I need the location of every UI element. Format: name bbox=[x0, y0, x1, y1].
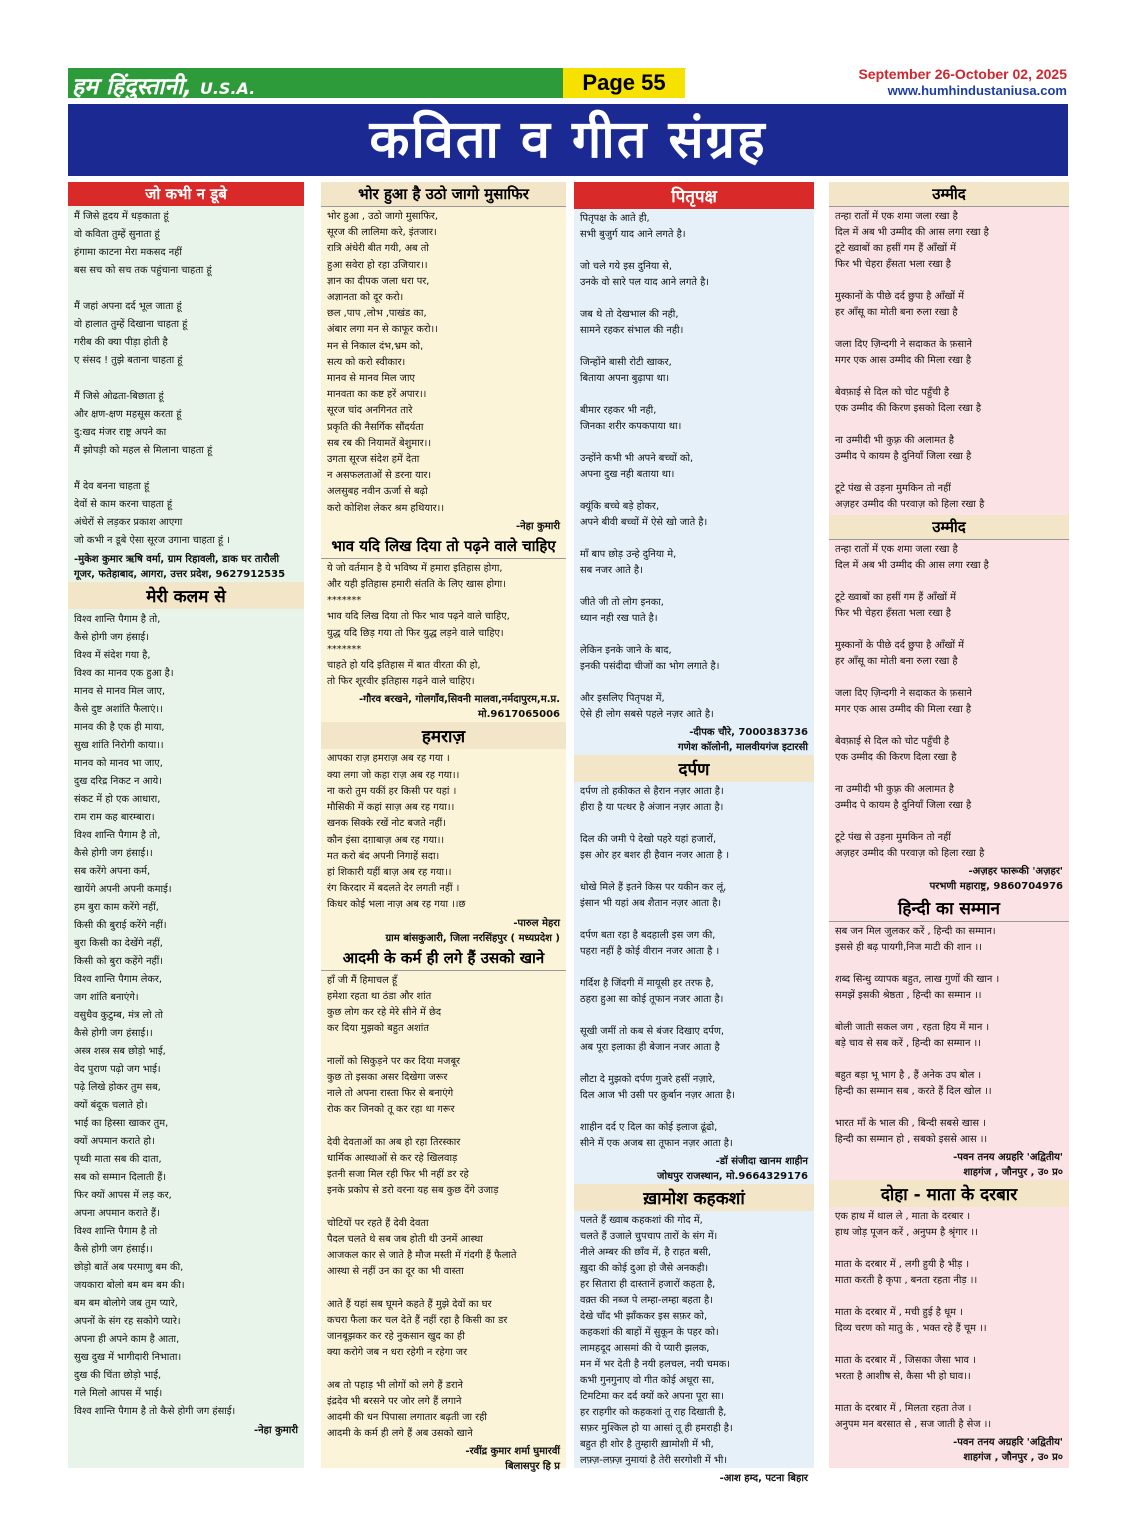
poem-title: भोर हुआ है उठो जागो मुसाफिर bbox=[321, 182, 566, 207]
poem-credit: -मुकेश कुमार ऋषि वर्मा, ग्राम रिहावली, डाक घर तारौली गूजर, फतेहाबाद, आगरा, उत्तर प्रदेश, 9627912535 bbox=[74, 554, 286, 580]
poem-credit: -पवन तनय अग्रहरि 'अद्वितीय' शाहगंज , जौनपुर , उ० प्र० bbox=[953, 1152, 1063, 1178]
issue-date: September 26-October 02, 2025 bbox=[858, 66, 1067, 82]
poem-title: आदमी के कर्म ही लगे हैं उसको खाने bbox=[321, 946, 566, 971]
poem-body: तन्हा रातों में एक शमा जला रखा है दिल में अब भी उम्मीद की आस लगा रखा है टूटे ख्वाबों का हसीं गम हैं आँखों में फिर भी चेहरा हँसता भला रखा है मुस्कानों के पीछे दर्द छुपा है आँखों में हर आँसू का मोती बना रुला रखा है जला दिए ज़िन्दगी ने सदाकत के फ़साने मगर एक आस उम्मीद की मिला रखा है बेवफ़ाई से दिल को चोट पहुँची है एक उम्मीद की किरण इसको दिला रखा है ना उम्मीदी भी कुफ़्र की अलामत है उम्मीद पे कायम है दुनियाँ जिला रखा है टूटे पंख से उड़ना मुमकिन तो नहीं अज़हर उम्मीद की परवाज़ को हिला रखा है bbox=[835, 211, 989, 510]
poem-body: विश्व शान्ति पैगाम है तो, कैसे होगी जग हंसाई। विश्व में संदेश गया है, विश्व का मानव एक हुआ है। मानव से मानव मिल जाए, कैसे दुष्ट अशांति फैलाएं।। मानव की है एक ही माया, सुख शांति निरोगी काया।। मानव को मानव भा जाए, दुख दरिद्र निकट न आये। संकट में हो एक आधारा, राम राम कह बारम्बारा। विश्व शान्ति पैगाम है तो, कैसे होगी जग हंसाई।। सब करेंगे अपना कर्म, खायेंगे अपनी अपनी कमाई। हम बुरा काम करेंगे नहीं, किसी की बुराई करेंगे नहीं। बुरा किसी का देखेंगे नहीं, किसी को बुरा कहेंगे नहीं। विश्व शान्ति पैगाम लेकर, जग शांति बनाएंगे। वसुधैव कुटुम्ब, मंत्र लो तो कैसे होगी जग हंसाई।। अस्त्र शस्त्र सब छोड़ो भाई, वेद पुराण पढ़ो जग भाई। पढ़े लिखे होकर तुम सब, क्यों बंदूक चलाते हो। भाई का हिस्सा खाकर तुम, क्यों अपमान कराते हो। पृथ्वी माता सब की दाता, सब को सम्मान दिलाती हैं। फिर क्यों आपस में लड़ कर, अपना अपमान कराते हैं। विश्व शान्ति पैगाम है तो कैसे होगी जग हंसाई।। छोड़ो बातें अब परमाणु बम की, जयकारा बोलो बम बम बम की। बम बम बोलोगे जब तुम प्यारे, अपनों के संग रह सकोगे प्यारे। अपना ही अपने काम है आता, सुख दुख में भागीदारी निभाता। दुख की चिंता छोड़ो भाई, गले मिलो आपस में भाई। विश्व शान्ति पैगाम है तो कैसे होगी जग हंसाई। bbox=[74, 614, 236, 1417]
poem-body: पलते हैं ख्वाब कहकशां की गोद में, चलते हैं उजाले चुपचाप तारों के संग में। नीले अम्बर की छाँव में, है राहत बसी, ख़ुदा की कोई दुआ हो जैसे अनकही। हर सितारा ही दास्तानें हजारों कहता है, वक़्त की नब्ज पे लम्हा-लम्हा बहता है। देखे चाँद भी झाँककर इस सफ़र को, कहकशां की बाहों में सुकून के पहर को। लामहदूद आसमां की ये प्यारी झलक, मन में भर देती है नयी हलचल, नयी चमक। कभी गुनगुनाए वो गीत कोई अधूरा सा, टिमटिमा कर दर्द क्यों करे अपना पूरा सा। हर राहगीर को कहकशां तू राह दिखाती है, सफ़र मुश्किल हो या आसां तू ही हमराही है। बहुत ही शोर है तुम्हारी ख़ामोशी में भी, लफ़्ज़-लफ़्ज़ नुमायां है तेरी सरगोशी में भी। bbox=[580, 1215, 733, 1466]
column-3 bbox=[574, 182, 814, 1484]
column-4 bbox=[829, 182, 1069, 1468]
poem-body: एक हाथ में थाल ले , माता के दरबार । हाथ जोड़ पूजन करें , अनुपम है श्रृंगार ।। माता के दरबार में , लगी हुयी है भीड़ । माता करती है कृपा , बनता रहता नीड़ ।। माता के दरबार में , मची हुई है धूम । दिव्य चरण को मातु के , भक्त रहे हैं चूम ।। माता के दरबार में , जिसका जैसा भाव । भरता है आशीष से, कैसा भी हो घाव।। माता के दरबार में , मिलता रहता तेज । अनुपम मन बरसात से , सज जाती है सेज ।। bbox=[835, 1211, 992, 1430]
poem-credit: -नेहा कुमारी bbox=[515, 520, 560, 532]
poem-title: पितृपक्ष bbox=[574, 182, 814, 209]
poem-body: हाँ जी मैं हिमाचल हूँ हमेशा रहता था ठंडा और शांत कुछ लोग कर रहे मेरे सीने में छेद कर दिया मुझको बहुत अशांत नालों को सिकुड़ने पर कर दिया मजबूर कुछ तो इसका असर दिखेगा जरूर नाले तो अपना रास्ता फिर से बनाएंगे रोक कर जिनको तू कर रहा था गरूर देवी देवताओं का अब हो रहा तिरस्कार धार्मिक आस्थाओं से कर रहे खिलवाड़ इतनी सजा मिल रही फिर भी नहीं डर रहे इनके प्रकोप से डरो वरना यह सब कुछ देंगे उजाड़ चोटियों पर रहते हैं देवी देवता पैदल चलते थे सब जब होती थी उनमें आस्था आजकल कार से जाते है मौज मस्ती में गंदगी हैं फैलाते आस्था से नहीं उन का दूर का भी वास्ता आते हैं यहां सब घूमने कहते हैं मुझे देवों का घर कचरा फैला कर चल देते हैं नहीं रहा है किसी का डर जानबूझकर कर रहे नुकसान खुद का ही क्या करोगे जब न धरा रहेगी न रहेगा जर अब तो पहाड़ भी लोगों को लगे हैं डराने इंद्रदेव भी बरसने पर जोर लगे हैं लगाने आदमी की धन पिपासा लगातार बढ़ती जा रही आदमी के कर्म ही लगे हैं अब उसको खाने bbox=[327, 974, 517, 1440]
poem-title: हमराज़ bbox=[321, 722, 566, 749]
poem-credit: -आश हम्द, पटना बिहार bbox=[719, 1473, 808, 1484]
poem-credit: -रवींद्र कुमार शर्मा घुमारवीं बिलासपुर हि प्र bbox=[465, 1446, 560, 1473]
poem-body: आपका राज़ हमराज़ अब रह गया । क्या लगा जो कहा राज़ अब रह गया।। ना करो तुम यकीं हर किसी पर यहां । मौसिकी में कहां साज़ अब रह गया।। खनक सिक्के रखें नोट बजते नहीं। कौन इंसा दग़ाबाज़ अब रह गया।। मत करो बंद अपनी निगाहें सदा। हां शिकारी यहीं बाज़ अब रह गया।। रंग किरदार में बदलते देर लगती नहीं । किधर कोई भला नाज़ अब रह गया ।।छ bbox=[327, 753, 466, 911]
poem-credit: -पवन तनय अग्रहरि 'अद्वितीय' शाहगंज , जौनपुर , उ० प्र० bbox=[953, 1437, 1063, 1463]
publication-name: हम हिंदुस्तानी, U.S.A. bbox=[72, 74, 256, 100]
poem-credit: -पारुल मेहरा ग्राम बांसकुआरी, जिला नरसिंहपुर ( मध्यप्रदेश ) bbox=[385, 917, 560, 944]
column-1 bbox=[68, 182, 304, 1468]
poem-body: ये जो वर्तमान है ये भविष्य में हमारा इतिहास होगा, और यही इतिहास हमारी संतति के लिए खास होगा। ******* भाव यदि लिख दिया तो फिर भाव पढ़ने वाले चाहिए, युद्ध यदि छिड़ गया तो फिर युद्ध लड़ने वाले चाहिए। ******* चाहते हो यदि इतिहास में बात वीरता की हो, तो फिर शूरवीर इतिहास गढ़ने वाले चाहिए। bbox=[327, 562, 510, 688]
publication-usa: U.S.A. bbox=[199, 79, 256, 98]
poem-body: भोर हुआ , उठो जागो मुसाफिर, सूरज की लालिमा करे, इंतजार। रात्रि अंधेरी बीत गयी, अब तो हुआ सवेरा हो रहा उजियार।। ज्ञान का दीपक जला धरा पर, अज्ञानता को दूर करो। छल ,पाप ,लोभ ,पाखंड का, अंबार लगा मन से काफूर करो।। मन से निकाल दंभ,भ्रम को, सत्य को करो स्वीकार। मानव से मानव मिल जाए मानवता का कष्ट हरें अपार।। सूरज चांद अनगिनत तारे प्रकृति की नैसर्गिक सौंदर्यता सब रब की नियामतें बेशुमार।। उगता सूरज संदेश हमें देता न असफलताओं से डरना यार। अलसुबह नवीन ऊर्जा से बढ़ो करो कोशिश लेकर श्रम हथियार।। bbox=[327, 211, 445, 514]
poem-title: मेरी कलम से bbox=[68, 582, 304, 609]
poem-credit: -नेहा कुमारी bbox=[253, 1425, 298, 1436]
poem-title: जो कभी न डूबे bbox=[68, 182, 304, 206]
page-number: Page 55 bbox=[563, 68, 685, 98]
poem-title: दर्पण bbox=[574, 755, 814, 782]
poem-body: दर्पण तो हकीकत से हैरान नज़र आता है। हीरा है या पत्थर है अंजान नज़र आता है। दिल की जमी पे देखो पहरे यहां हजारों, इस ओर हर बशर ही हैवान नजर आता है । धोखे मिले हैं इतने किस पर यकीन कर लूं, इंसान भी यहां अब शैतान नज़र आता है। दर्पण बता रहा है बदहाली इस जग की, पहरा नहीं है कोई वीरान नजर आता है । गर्दिश है जिंदगी में मायूसी हर तरफ है, ठहरा हुआ सा कोई तूफान नजर आता है। सूखी जमीं तो कब से बंजर दिखाए दर्पण, अब पूरा इलाका ही बेजान नजर आता है लौटा दे मुझको दर्पण गुजरे हसीं नज़ारे, दिल आज भी उसी पर क़ुर्बान नज़र आता है। शाहीन दर्द ए दिल का कोई इलाज ढूंढो, सीने में एक अजब सा तूफान नज़र आता है। bbox=[580, 786, 735, 1149]
poem-body: मैं जिसे हृदय में धड़काता हूं वो कविता तुम्हें सुनाता हूं हंगामा काटना मेरा मकसद नहीं बस सच को सच तक पहुंचाना चाहता हूं मैं जहां अपना दर्द भूल जाता हूं वो हालात तुम्हें दिखाना चाहता हूं गरीब की क्या पीड़ा होती है ए संसद ! तुझे बताना चाहता हूं मैं जिसे ओढता-बिछाता हूं और क्षण-क्षण महसूस करता हूं दु:खद मंजर राष्ट्र अपने का मैं झोपड़ी को महल से मिलाना चाहता हूं मैं देव बनना चाहता हूं देवों से काम करना चाहता हूं अंधेरों से लड़कर प्रकाश आएगा जो कभी न डूबे ऐसा सूरज उगाना चाहता हूं । bbox=[74, 211, 230, 546]
poem-body: पितृपक्ष के आते ही, सभी बुजुर्ग याद आने लगते है। जो चले गये इस दुनिया से, उनके वो सारे पल याद आने लगते है। जब थे तो देखभाल की नही, सामने रहकर संभाल की नही। जिन्होंने बासी रोटी खाकर, बिताया अपना बुढ़ापा था। बीमार रहकर भी नही, जिनका शरीर कपकपाया था। उन्होंने कभी भी अपने बच्चों को, अपना दुख नही बताया था। क्यूंकि बच्चे बड़े होकर, अपने बीवी बच्चों में ऐसे खो जाते है। माँ बाप छोड़ उन्हे दुनिया मे, सब नजर आते है। जीते जी तो लोग इनका, ध्यान नही रख पाते है। लेकिन इनके जाने के बाद, इनकी पसंदीदा चीजों का भोग लगाते है। और इसलिए पितृपक्ष में, ऐसे ही लोग सबसे पहले नज़र आते है। bbox=[580, 213, 720, 720]
poem-body: तन्हा रातों में एक शमा जला रखा है दिल में अब भी उम्मीद की आस लगा रखा है टूटे ख्वाबों का हसीं गम हैं आँखों में फिर भी चेहरा हँसता भला रखा है मुस्कानों के पीछे दर्द छुपा है आँखों में हर आँसू का मोती बना रुला रखा है जला दिए ज़िन्दगी ने सदाकत के फ़साने मगर एक आस उम्मीद की मिला रखा है बेवफ़ाई से दिल को चोट पहुँची है एक उम्मीद की किरण दिला रखा है ना उम्मीदी भी कुफ़्र की अलामत है उम्मीद पे कायम है दुनियाँ जिला रखा है टूटे पंख से उड़ना मुमकिन तो नहीं अज़हर उम्मीद की परवाज़ को हिला रखा है bbox=[835, 544, 989, 859]
poem-title: दोहा - माता के दरबार bbox=[829, 1180, 1069, 1207]
website-link[interactable]: www.humhindustaniusa.com bbox=[887, 83, 1067, 98]
column-2 bbox=[321, 182, 566, 1473]
poem-title: उम्मीद bbox=[829, 515, 1069, 540]
poem-title: ख़ामोश कहकशां bbox=[574, 1184, 814, 1211]
poem-credit: -अज़हर फारूकी 'अज़हर' परभणी महाराष्ट्र, 9860704976 bbox=[929, 866, 1063, 892]
poem-title: उम्मीद bbox=[829, 182, 1069, 207]
poem-body: सब जन मिल जुलकर करें , हिन्दी का सम्मान। इससे ही बढ़ पायगी,निज माटी की शान ।। शब्द सिन्धु व्यापक बहुत, लाख गुणों की खान । समझें इसकी श्रेष्ठता , हिन्दी का सम्मान ।। बोली जाती सकल जग , रहता हिय में मान । बड़े चाव से सब करें , हिन्दी का सम्मान ।। बहुत बड़ा भू भाग है , हैं अनेक उप बोल । हिन्दी का सम्मान सब , करते हैं दिल खोल ।। भारत माँ के भाल की , बिन्दी सबसे खास । हिन्दी का सम्मान हो , सबको इससे आस ।। bbox=[835, 926, 1000, 1145]
section-banner: कविता व गीत संग्रह bbox=[68, 104, 1068, 176]
poem-credit: -दीपक चौरे, 7000383736 गणेश कॉलोनी, मालवीयगंज इटारसी bbox=[677, 727, 808, 753]
poem-title: हिन्दी का सम्मान bbox=[829, 894, 1069, 922]
poem-credit: -गौरव बरखने, गोलगाँव,सिवनी मालवा,नर्मदापुरम,म.प्र. मो.9617065006 bbox=[359, 694, 560, 721]
poem-title: भाव यदि लिख दिया तो पढ़ने वाले चाहिए bbox=[321, 534, 566, 559]
poem-credit: -डॉ संजीदा खानम शाहीन जोधपुर राजस्थान, मो.9664329176 bbox=[657, 1156, 808, 1182]
